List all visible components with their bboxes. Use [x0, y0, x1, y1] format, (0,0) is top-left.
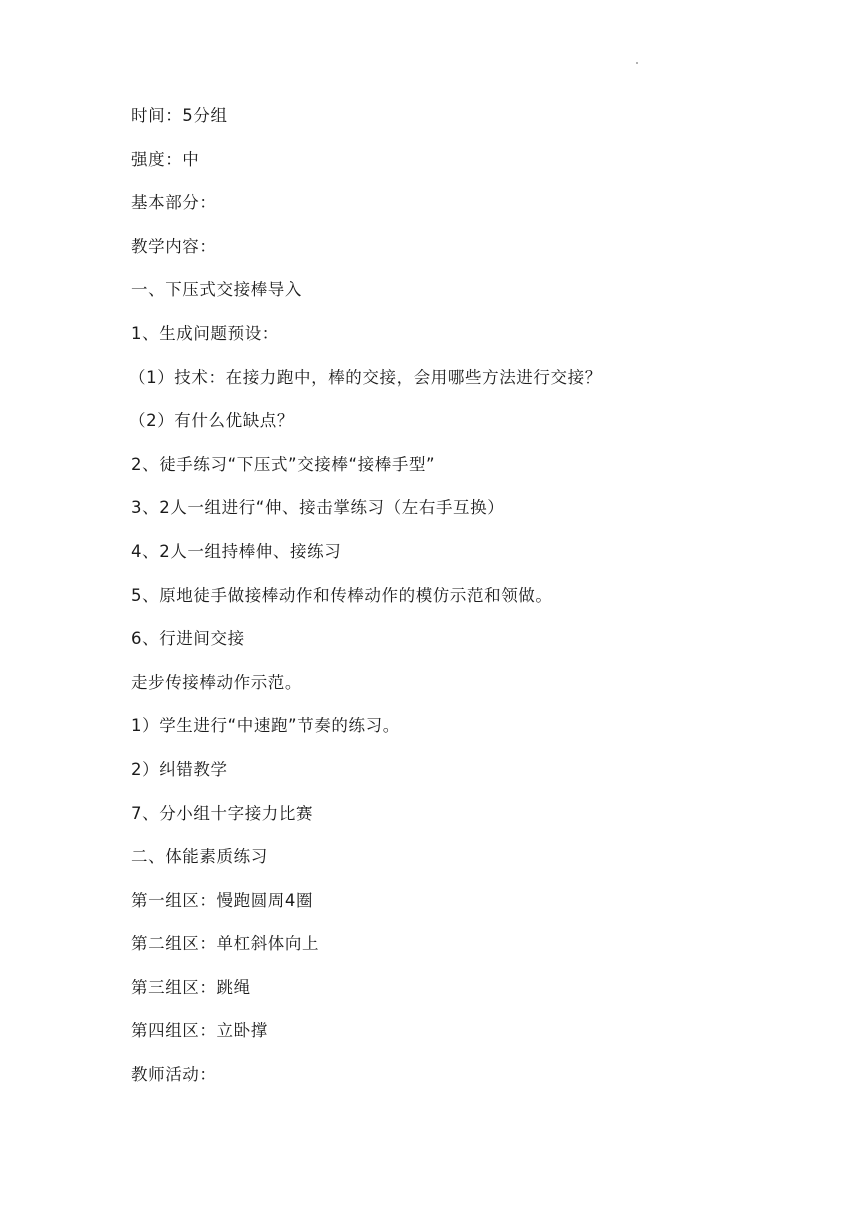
list-item-1: 1、生成问题预设： [131, 323, 279, 343]
teacher-activity-heading: 教师活动： [131, 1065, 217, 1085]
list-item-4: 4、2人一组持棒伸、接练习 [131, 541, 342, 561]
list-item-6: 6、行进间交接 [131, 629, 245, 649]
step-1-line: 1）学生进行“中速跑”节奏的练习。 [131, 716, 400, 736]
time-line: 时间：5分组 [131, 106, 228, 125]
group-2-line: 第二组区：单杠斜体向上 [131, 934, 320, 954]
document-body [131, 102, 731, 1105]
list-item-2: 2、徒手练习“下压式”交接棒“接棒手型” [131, 454, 436, 474]
list-item-3: 3、2人一组进行“伸、接击掌练习（左右手互换） [131, 498, 505, 518]
section-one-heading: 一、下压式交接棒导入 [131, 280, 302, 300]
list-item-5: 5、原地徒手做接棒动作和传棒动作的模仿示范和领做。 [131, 585, 553, 605]
walking-demo-line: 走步传接棒动作示范。 [131, 672, 302, 692]
group-3-line: 第三组区：跳绳 [131, 977, 251, 997]
intensity-line: 强度：中 [131, 149, 200, 169]
page-mark [636, 62, 638, 64]
step-2-line: 2）纠错教学 [131, 759, 228, 779]
basic-section-heading: 基本部分： [131, 193, 217, 213]
list-item-7: 7、分小组十字接力比赛 [131, 803, 314, 823]
sub-item-2: （2）有什么优缺点？ [129, 411, 294, 431]
sub-item-1: （1）技术：在接力跑中，棒的交接，会用哪些方法进行交接？ [129, 367, 602, 387]
group-4-line: 第四组区：立卧撑 [131, 1021, 268, 1041]
teaching-content-heading: 教学内容： [131, 236, 217, 256]
group-1-line: 第一组区：慢跑圆周4圈 [131, 890, 314, 910]
section-two-heading: 二、体能素质练习 [131, 847, 268, 867]
